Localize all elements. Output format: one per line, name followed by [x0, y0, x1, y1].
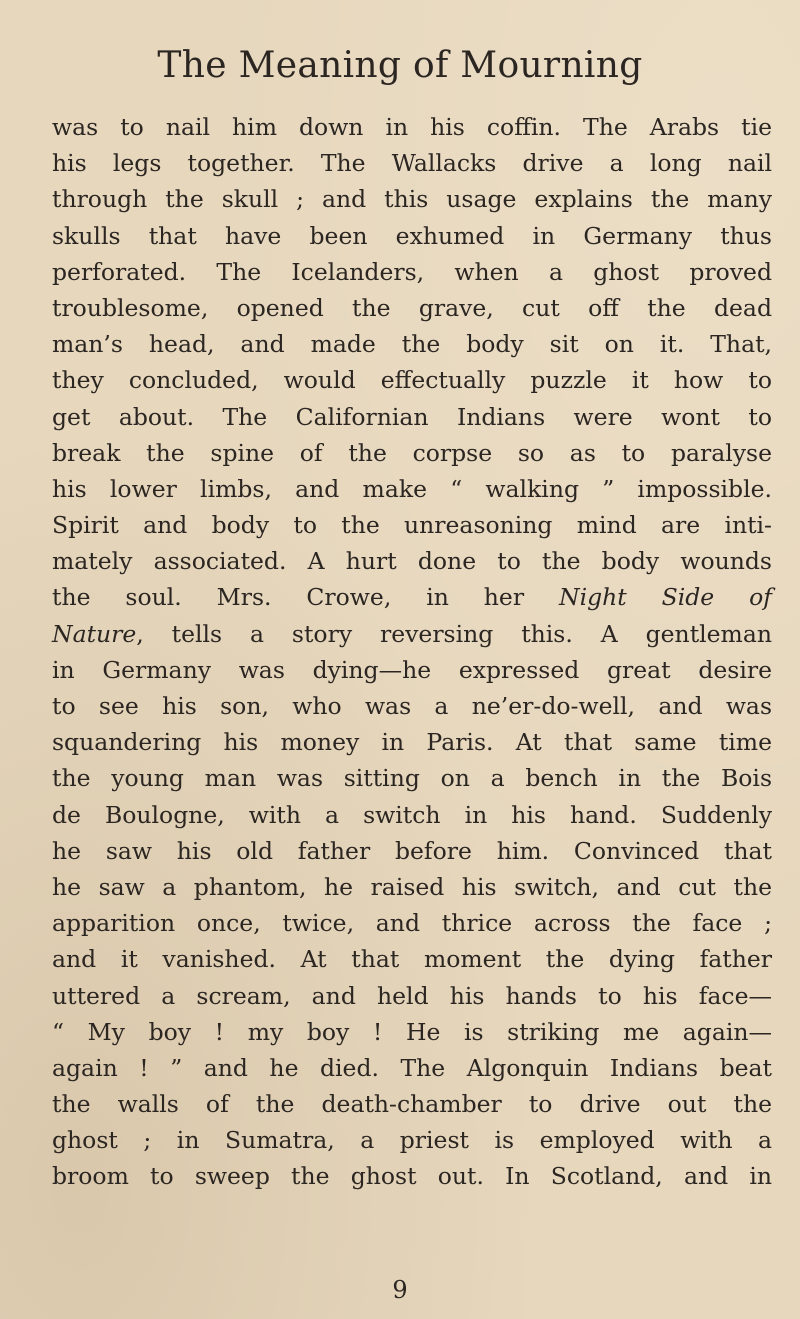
text-segment: get about. The Californian Indians were wont to: [52, 402, 772, 431]
text-line: [52, 941, 772, 977]
text-line: [52, 399, 772, 435]
text-line: [52, 254, 772, 290]
text-line: [52, 326, 772, 362]
text-line: [52, 1050, 772, 1086]
text-segment: the soul. Mrs. Crowe, in her: [52, 583, 560, 612]
text-line: [52, 1014, 772, 1050]
page-number: 9: [392, 1276, 408, 1304]
text-segment: uttered a scream, and held his hands to his face—: [52, 981, 772, 1010]
text-segment: skulls that have been exhumed in Germany thus: [52, 221, 772, 250]
text-segment: his legs together. The Wallacks drive a long nail: [52, 149, 772, 178]
text-line: [52, 1086, 772, 1122]
text-segment: troublesome, opened the grave, cut off the dead: [52, 293, 772, 322]
text-line: [52, 507, 772, 543]
text-segment: squandering his money in Paris. At that same time: [52, 728, 772, 757]
text-segment: break the spine of the corpse so as to paralyse: [52, 438, 772, 467]
text-line: [52, 978, 772, 1014]
text-segment: , tells a story reversing this. A gentleman: [136, 619, 772, 648]
text-line: [52, 724, 772, 760]
text-segment: to see his son, who was a ne’er-do-well, and was: [52, 692, 772, 720]
text-line: [52, 905, 772, 941]
text-segment: in Germany was dying—he expressed great desire: [52, 655, 772, 684]
text-line: [52, 869, 772, 905]
text-line: [52, 543, 772, 579]
text-line: [52, 218, 772, 254]
text-segment: broom to sweep the ghost out. In Scotland, and in: [52, 1162, 772, 1191]
text-line: [52, 290, 772, 326]
text-segment: his lower limbs, and make “ walking ” impossible.: [52, 474, 772, 503]
text-segment: the young man was sitting on a bench in the Bois: [52, 764, 772, 793]
text-segment: “ My boy ! my boy ! He is striking me again—: [52, 1017, 772, 1046]
text-segment: again ! ” and he died. The Algonquin Indians beat: [52, 1053, 772, 1082]
text-line: [52, 145, 772, 181]
text-segment: mately associated. A hurt done to the body wounds: [52, 547, 772, 576]
text-line: [52, 181, 772, 217]
text-segment: and it vanished. At that moment the dying father: [52, 945, 772, 974]
text-line: [52, 471, 772, 507]
text-line: [52, 435, 772, 471]
text-segment: through the skull ; and this usage explains the many: [52, 185, 772, 214]
text-segment: ghost ; in Sumatra, a priest is employed with a: [52, 1126, 772, 1155]
text-segment: they concluded, would effectually puzzle it how to: [52, 366, 772, 395]
text-line: [52, 362, 772, 398]
text-line: [52, 833, 772, 869]
italic-title-segment: Night Side of: [559, 583, 772, 612]
italic-title-segment: Nature: [52, 619, 137, 648]
running-head: The Meaning of Mourning: [157, 45, 643, 86]
text-segment: he saw his old father before him. Convinced that: [52, 836, 772, 865]
text-segment: Spirit and body to the unreasoning mind are inti-: [52, 511, 772, 540]
text-segment: perforated. The Icelanders, when a ghost proved: [52, 257, 772, 286]
text-line: [52, 579, 772, 615]
text-segment: apparition once, twice, and thrice across the face ;: [52, 909, 772, 938]
text-segment: de Boulogne, with a switch in his hand. Suddenly: [52, 800, 772, 829]
text-line: [52, 688, 772, 724]
text-line: [52, 1122, 772, 1158]
text-line: [52, 760, 772, 796]
text-line: [52, 797, 772, 833]
text-line: [52, 1158, 772, 1194]
text-segment: he saw a phantom, he raised his switch, and cut the: [52, 872, 772, 901]
body-text: [52, 109, 772, 1195]
text-line: [52, 616, 772, 652]
text-segment: was to nail him down in his coffin. The Arabs tie: [52, 113, 772, 141]
text-line: [52, 652, 772, 688]
text-line: [52, 109, 772, 145]
text-segment: the walls of the death-chamber to drive out the: [52, 1090, 772, 1119]
text-segment: man’s head, and made the body sit on it. That,: [52, 330, 772, 359]
